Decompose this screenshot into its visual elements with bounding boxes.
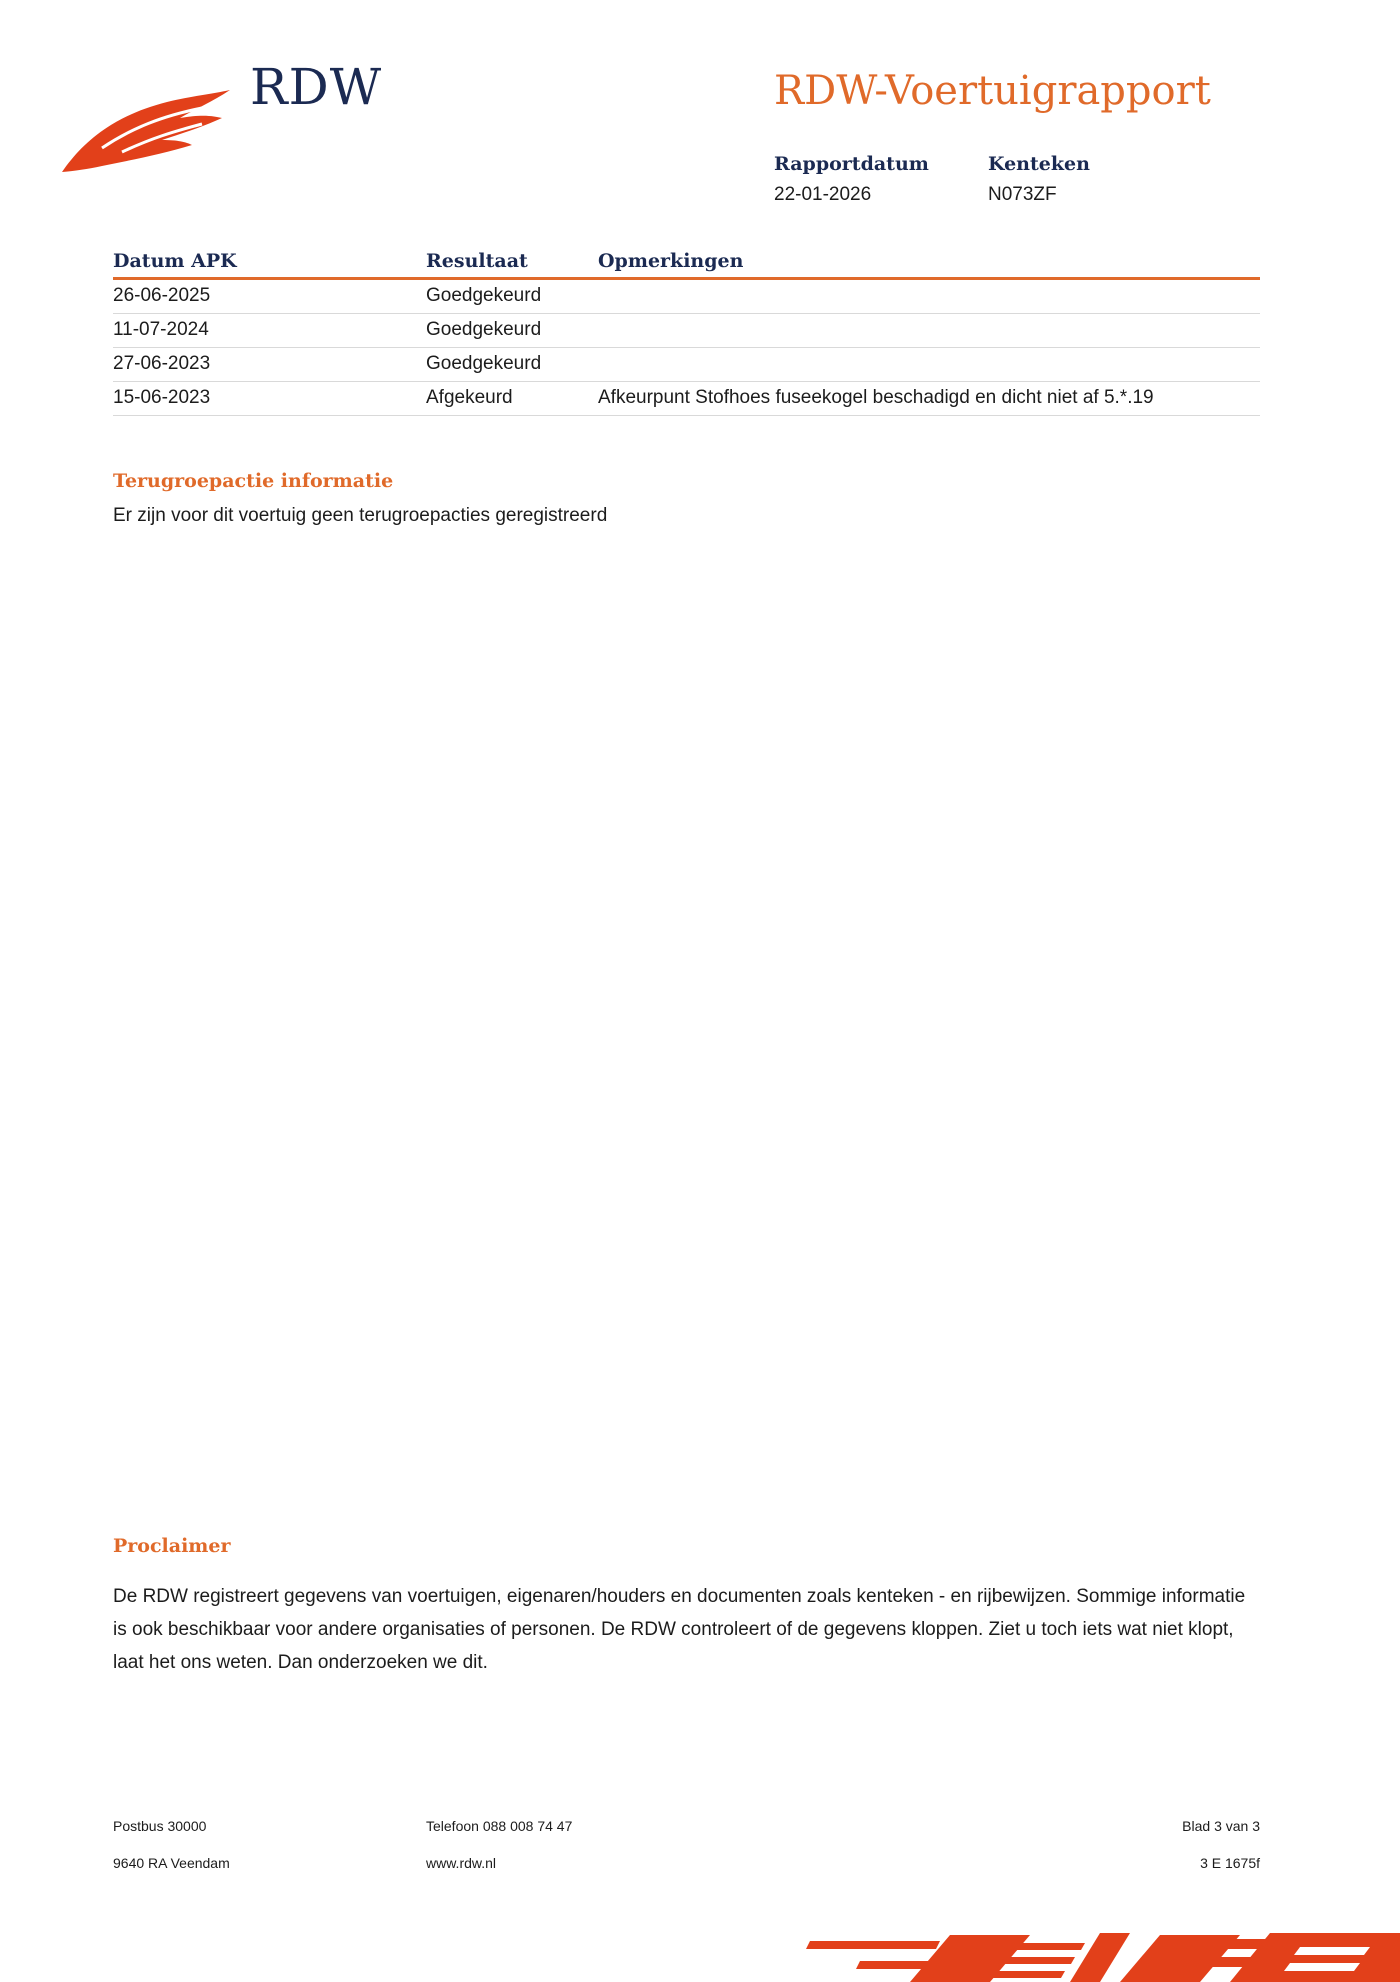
report-date-value: 22-01-2026 [774, 184, 872, 205]
recall-text: Er zijn voor dit voertuig geen terugroepacties geregistreerd [113, 505, 608, 526]
decorative-stripes-icon [800, 1925, 1400, 1982]
proclaimer-title: Proclaimer [113, 1535, 231, 1557]
apk-result: Goedgekeurd [426, 314, 598, 348]
column-header-date: Datum APK [113, 246, 426, 279]
recall-title: Terugroepactie informatie [113, 470, 394, 492]
report-title: RDW-Voertuigrapport [774, 68, 1211, 114]
apk-remarks [598, 279, 1260, 314]
footer-phone: Telefoon 088 008 74 47 [426, 1818, 573, 1834]
table-row [113, 279, 1260, 314]
proclaimer-text: De RDW registreert gegevens van voertuigen, eigenaren/houders en documenten zoals kenteken - en rijbewijzen. Sommige informatie is ook beschikbaar voor andere organisaties of personen. De RDW controleert of de gegevens kloppen. Ziet u toch iets wat niet klopt, laat het ons weten. Dan onderzoeken we dit. [113, 1586, 1246, 1673]
column-header-remarks: Opmerkingen [598, 246, 1260, 279]
footer-postbus: Postbus 30000 [113, 1818, 207, 1834]
footer-code: 3 E 1675f [1200, 1855, 1260, 1871]
apk-result: Goedgekeurd [426, 348, 598, 382]
apk-remarks [598, 348, 1260, 382]
apk-date: 15-06-2023 [113, 382, 426, 416]
apk-table [113, 246, 1260, 416]
table-row [113, 382, 1260, 416]
table-header-row [113, 246, 1260, 279]
brand-name: RDW [250, 58, 383, 116]
apk-date: 26-06-2025 [113, 279, 426, 314]
apk-date: 11-07-2024 [113, 314, 426, 348]
rdw-logo-icon [62, 88, 232, 178]
table-row [113, 314, 1260, 348]
apk-result: Goedgekeurd [426, 279, 598, 314]
apk-remarks: Afkeurpunt Stofhoes fuseekogel beschadigd en dicht niet af 5.*.19 [598, 382, 1260, 416]
footer-page-number: Blad 3 van 3 [1182, 1818, 1260, 1834]
apk-result: Afgekeurd [426, 382, 598, 416]
footer-website-link[interactable]: www.rdw.nl [426, 1855, 497, 1871]
column-header-result: Resultaat [426, 246, 598, 279]
plate-label: Kenteken [988, 153, 1090, 175]
footer-city: 9640 RA Veendam [113, 1855, 230, 1871]
apk-date: 27-06-2023 [113, 348, 426, 382]
table-row [113, 348, 1260, 382]
apk-remarks [598, 314, 1260, 348]
plate-value: N073ZF [988, 184, 1057, 205]
report-date-label: Rapportdatum [774, 153, 929, 175]
